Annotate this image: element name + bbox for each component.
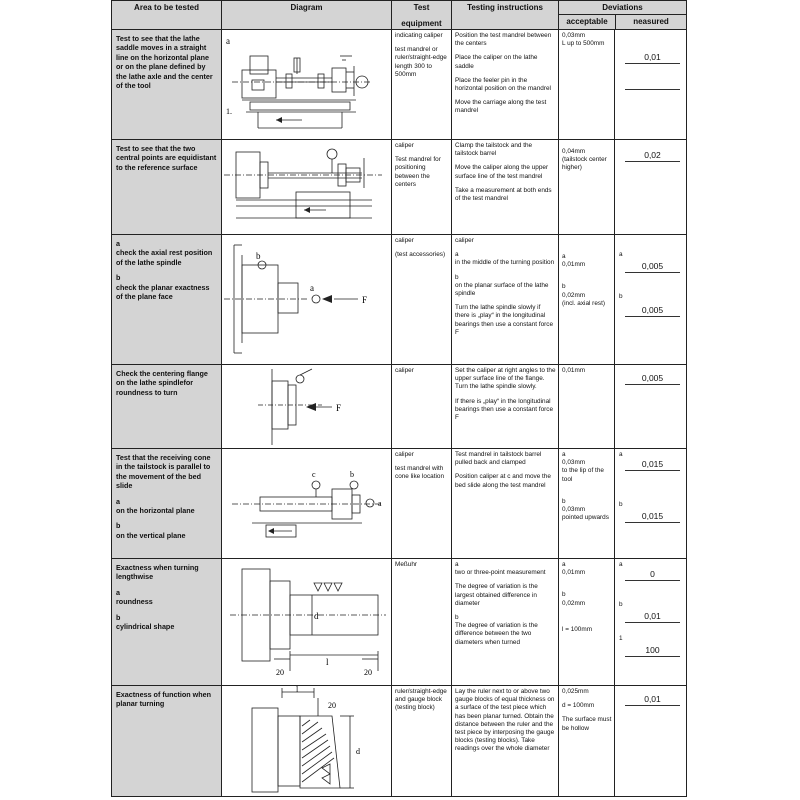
measured-value-empty [625,80,680,90]
diagram-cell [222,559,392,686]
measured-value: 0,005 [625,373,680,385]
header-area: Area to be tested [112,1,222,30]
instructions-cell: a two or three-point measurement The degree of variation is the largest obtained difference in diameter b The degree of variation is the difference between the two diameters when turned [452,559,559,686]
inspection-sheet [111,0,686,798]
diagram-label-c: c [312,470,316,479]
diagram-cell [222,365,392,449]
measured-cell [615,365,687,449]
measured-value: 0,01 [625,611,680,623]
acceptable-cell: a 0,03mm to the lip of the tool b 0,03mm pointed upwards [559,449,615,559]
header-acceptable: acceptable [566,17,608,26]
saddle-straightness-diagram [222,30,392,140]
table-row [112,140,687,235]
diagram-label-l: l [326,657,329,667]
measured-value: 0,005 [625,305,680,317]
diagram-cell [222,449,392,559]
diagram-label-20b: 20 [364,668,372,677]
diagram-label-f: F [336,403,342,413]
diagram-label-20a: 20 [276,668,284,677]
measured-value: 0,015 [625,459,680,471]
measured-value: 0,02 [625,150,680,162]
acceptable-cell: 0,025mm d = 100mm The surface must be hollow [559,686,615,797]
measured-cell: a 0 b 0,01 1 100 [615,559,687,686]
area-cell: Exactness of function when planar turning [112,686,222,797]
area-cell: Test that the receiving cone in the tailstock is parallel to the movement of the bed slide a on the horizontal plane b on the vertical plane [112,449,222,559]
diagram-label-a: a [378,499,382,508]
acceptable-cell: 0,03mm L up to 500mm [559,30,615,140]
center-height-diagram [222,140,392,235]
acceptable-cell: 0,04mm (tailstock center higher) [559,140,615,235]
measured-cell: a 0,005 b 0,005 [615,235,687,365]
lengthwise-turning-diagram [222,559,392,686]
diagram-cell [222,140,392,235]
acceptable-cell: 0,01mm [559,365,615,449]
diagram-label-d: d [314,611,319,621]
measured-value: 0,01 [625,52,680,64]
instructions-cell: Set the caliper at right angles to the upper surface line of the flange. Turn the lathe spindle slowly. If there is „play“ in the longitudinal bearings then use a constant force F [452,365,559,449]
measured-cell [615,686,687,797]
diagram-label-b: b [256,251,261,261]
equipment-cell: caliper test mandrel with cone like location [392,449,452,559]
diagram-label-l: l [296,686,299,694]
header-deviations: Deviations acceptable neasured [559,1,687,30]
measured-value: 0 [625,569,680,581]
measured-cell: a 0,015 b 0,015 [615,449,687,559]
diagram-label-20: 20 [328,701,336,710]
inspection-table [111,0,687,797]
area-cell: a check the axial rest position of the lathe spindle b check the planar exactness of the plane face [112,235,222,365]
diagram-label-a: a [310,283,314,293]
table-row [112,235,687,365]
measured-value: 0,005 [625,261,680,273]
header-diagram: Diagram [222,1,392,30]
acceptable-cell: a 0,01mm b 0,02mm l = 100mm [559,559,615,686]
equipment-cell: Meßuhr [392,559,452,686]
measured-value: 100 [625,645,680,657]
table-row [112,30,687,140]
diagram-cell [222,686,392,797]
diagram-cell [222,30,392,140]
equipment-cell: caliper (test accessories) [392,235,452,365]
diagram-label-b: b [350,470,354,479]
area-cell: Check the centering flange on the lathe spindlefor roundness to turn [112,365,222,449]
area-cell: Test to see that the two central points are equidistant to the reference surface [112,140,222,235]
diagram-cell [222,235,392,365]
measured-cell [615,30,687,140]
diagram-label-f: F [362,295,368,305]
header-instructions: Testing instructions [452,1,559,30]
instructions-cell: caliper a in the middle of the turning position b on the planar surface of the lathe spindle Turn the lathe spindle slowly if there is „play“ in the longitudinal bearings then use a constant force F [452,235,559,365]
acceptable-cell: a 0,01mm b 0,02mm (incl. axial rest) [559,235,615,365]
table-row [112,365,687,449]
instructions-cell: Test mandrel in tailstock barrel pulled back and clamped Position caliper at c and move the bed slide along the test mandrel [452,449,559,559]
area-cell: Test to see that the lathe saddle moves in a straight line on the horizontal plane or on the plane defined by the lathe axle and the center of the tool [112,30,222,140]
diagram-label-1: 1. [226,107,232,116]
equipment-cell: caliper Test mandrel for positioning between the centers [392,140,452,235]
spindle-axial-diagram [222,235,392,365]
table-row [112,449,687,559]
instructions-cell: Lay the ruler next to or above two gauge blocks of equal thickness on a surface of the test piece which has been planar turned. Obtain the distance between the ruler and the test piece by interposing the gauge blocks (testing blocks). Take readings over the whole diameter [452,686,559,797]
equipment-cell: indicating caliper test mandrel or ruler/straight-edge length 300 to 500mm [392,30,452,140]
measured-cell [615,140,687,235]
measured-value: 0,015 [625,511,680,523]
equipment-cell: ruler/straight-edge and gauge block (testing block) [392,686,452,797]
header-measured: neasured [633,17,669,26]
flange-roundness-diagram [222,365,392,449]
measured-value: 0,01 [625,694,680,706]
tailstock-cone-diagram [222,449,392,559]
area-cell: Exactness when turning lengthwise a roundness b cylindrical shape [112,559,222,686]
table-row [112,559,687,686]
equipment-cell: caliper [392,365,452,449]
instructions-cell: Clamp the tailstock and the tailstock barrel Move the caliper along the upper surface line of the test mandrel Take a measurement at both ends of the test mandrel [452,140,559,235]
diagram-label-d: d [356,747,360,756]
instructions-cell: Position the test mandrel between the centers Place the caliper on the lathe saddle Place the feeler pin in the horizontal position on the mandrel Move the carriage along the test mandrel [452,30,559,140]
diagram-label-a: a [226,36,230,46]
table-row [112,686,687,797]
planar-turning-diagram [222,686,392,797]
header-test-equipment: Test equipment [392,1,452,30]
